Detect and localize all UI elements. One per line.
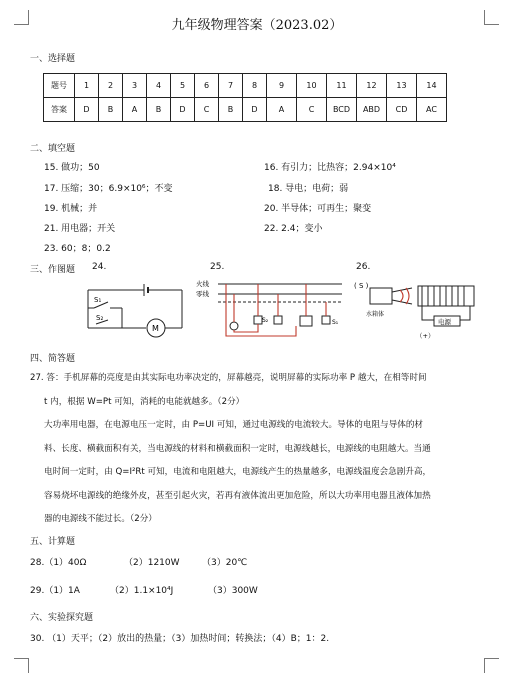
table-cell: 9 bbox=[267, 74, 297, 98]
page-title: 九年级物理答案（2023.02） bbox=[171, 18, 343, 33]
answer-q27-line: 27. 答：手机屏幕的亮度是由其实际电功率决定的，屏幕越亮，说明屏幕的实际功率 P 越大，在相等时间 bbox=[30, 373, 427, 383]
table-cell: 4 bbox=[147, 74, 171, 98]
water-tank-label: 水箱体 bbox=[366, 311, 385, 318]
switch-s2-label: S₂ bbox=[96, 314, 104, 322]
answer-q23: 23. 60；8；0.2 bbox=[44, 244, 111, 254]
table-cell: B bbox=[147, 98, 171, 122]
table-cell: 6 bbox=[195, 74, 219, 98]
section-heading-calculation: 五、计算题 bbox=[30, 537, 76, 547]
switch-s2-label: S₂ bbox=[262, 317, 269, 324]
section-heading-choice: 一、选择题 bbox=[30, 54, 76, 64]
answer-q27-line: 器的电源线不能过长。（2分） bbox=[44, 514, 157, 524]
answer-q28-part2: （2）1210W bbox=[124, 558, 180, 568]
table-cell-label: 答案 bbox=[44, 98, 75, 122]
answer-q30: 30. （1）天平；（2）放出的热量；（3）加热时间；转换法；（4）B；1：2. bbox=[30, 634, 330, 644]
answer-q27-line: 容易烧坏电源线的绝缘外皮，甚至引起火灾，若再有液体流出更加危险，所以大功率用电器且液体加热 bbox=[44, 490, 431, 501]
answer-q20: 20. 半导体；可再生；聚变 bbox=[264, 204, 372, 214]
drawing-q24-label: 24. bbox=[92, 262, 107, 272]
table-cell: BCD bbox=[327, 98, 357, 122]
table-row-numbers bbox=[44, 74, 447, 98]
table-cell: A bbox=[267, 98, 297, 122]
table-cell-label: 题号 bbox=[44, 74, 75, 98]
answer-q17: 17. 压缩；30；6.9×10⁶；不变 bbox=[44, 184, 173, 194]
table-cell: 12 bbox=[357, 74, 387, 98]
answer-q27-line: 料、长度、横截面积有关，当电源线的材料和横截面积一定时，电源线越长，电源线的电阻越大。当通 bbox=[44, 443, 431, 454]
answer-q27-line: 电时间一定时，由 Q=I²Rt 可知，电流和电阻越大，电源线产生的热量越多，电源线温度会急剧升高， bbox=[44, 467, 432, 477]
table-cell: 11 bbox=[327, 74, 357, 98]
circuit-diagram-q24 bbox=[82, 280, 192, 340]
switch-s1-label: S₁ bbox=[94, 296, 102, 304]
s-pole-label: ( S ) bbox=[354, 282, 369, 290]
table-cell: B bbox=[219, 98, 243, 122]
answer-q29-part2: （2）1.1×10⁴J bbox=[110, 586, 174, 596]
drawing-q25-label: 25. bbox=[210, 262, 225, 272]
answer-q27 bbox=[30, 367, 486, 532]
section-heading-experiment: 六、实验探究题 bbox=[30, 613, 94, 623]
table-cell: ABD bbox=[357, 98, 387, 122]
answer-q28-part3: （3）20℃ bbox=[202, 558, 248, 568]
table-row-answers bbox=[44, 98, 447, 122]
table-cell: D bbox=[171, 98, 195, 122]
power-supply-label: 电源 bbox=[438, 318, 451, 326]
table-cell: A bbox=[123, 98, 147, 122]
answer-q16: 16. 有引力；比热容；2.94×10⁴ bbox=[264, 163, 396, 173]
table-cell: CD bbox=[387, 98, 417, 122]
answer-q27-line: 大功率用电器，在电源电压一定时，由 P=UI 可知，通过电源线的电流较大。导体的电阻与导体的材 bbox=[44, 420, 424, 430]
drawing-q26-label: 26. bbox=[356, 262, 371, 272]
answer-q18: 18. 导电；电荷；弱 bbox=[268, 184, 349, 194]
section-heading-short-answer: 四、简答题 bbox=[30, 354, 76, 364]
table-cell: 14 bbox=[417, 74, 447, 98]
table-cell: C bbox=[195, 98, 219, 122]
electromagnet-diagram-q26 bbox=[352, 276, 492, 346]
answer-q28-part1: 28.（1）40Ω bbox=[30, 558, 87, 568]
answer-q29-part1: 29.（1）1A bbox=[30, 586, 80, 596]
answer-q27-line: t 内，根据 W=Pt 可知，消耗的电能就越多。（2分） bbox=[44, 396, 245, 407]
corner-mark-bottom-right bbox=[484, 658, 499, 673]
answer-q15: 15. 做功；50 bbox=[44, 163, 100, 173]
table-cell: 3 bbox=[123, 74, 147, 98]
table-cell: D bbox=[243, 98, 267, 122]
section-heading-drawing: 三、作图题 bbox=[30, 265, 76, 275]
table-cell: 1 bbox=[75, 74, 99, 98]
table-cell: D bbox=[75, 98, 99, 122]
positive-terminal-label: （+） bbox=[416, 332, 435, 340]
corner-mark-bottom-left bbox=[14, 658, 29, 673]
fire-wire-label: 火线 bbox=[196, 280, 209, 288]
table-cell: 5 bbox=[171, 74, 195, 98]
table-cell: C bbox=[297, 98, 327, 122]
answer-q29-part3: （3）300W bbox=[208, 586, 258, 596]
choice-answer-table bbox=[43, 73, 447, 122]
table-cell: 2 bbox=[99, 74, 123, 98]
motor-label: M bbox=[152, 324, 159, 333]
table-cell: 13 bbox=[387, 74, 417, 98]
table-cell: AC bbox=[417, 98, 447, 122]
answer-q19: 19. 机械；并 bbox=[44, 204, 98, 214]
answer-q22: 22. 2.4；变小 bbox=[264, 224, 323, 234]
table-cell: 8 bbox=[243, 74, 267, 98]
section-heading-fill: 二、填空题 bbox=[30, 144, 76, 154]
table-cell: 7 bbox=[219, 74, 243, 98]
table-cell: B bbox=[99, 98, 123, 122]
table-cell: 10 bbox=[297, 74, 327, 98]
neutral-wire-label: 零线 bbox=[196, 290, 209, 298]
answer-q21: 21. 用电器；开关 bbox=[44, 224, 116, 234]
household-wiring-diagram-q25 bbox=[196, 276, 346, 344]
switch-s1-label: S₁ bbox=[332, 319, 339, 326]
